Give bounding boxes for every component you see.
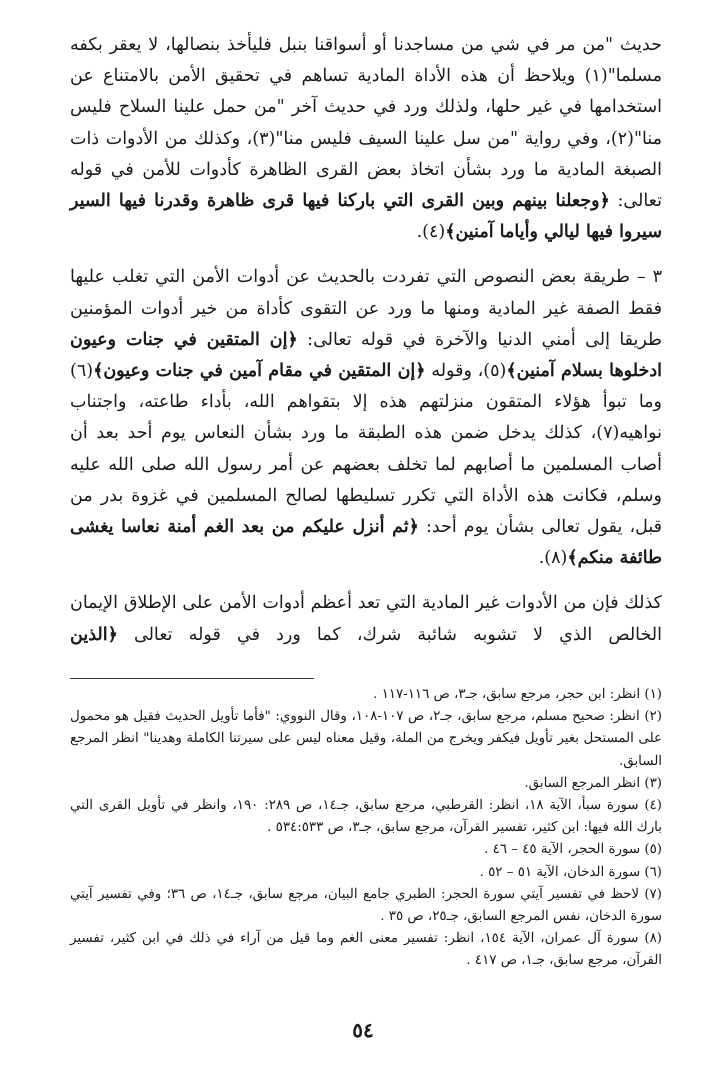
page-number: ٥٤ xyxy=(352,1018,374,1042)
footnote-divider xyxy=(70,678,314,679)
main-text xyxy=(70,30,662,651)
quran-verse: ﴿إن المتقين في جنات وعيون ادخلوها بسلام آمنين﴾ xyxy=(70,329,662,382)
footnote: (٧) لاحظ في تفسير آيتي سورة الحجر: الطبري جامع البيان، مرجع سابق، جـ١٤، ص ٣٦؛ وفي تفسير آيتي سورة الدخان، نفس المرجع السابق، جـ٢٥، ص ٣٥ . xyxy=(70,886,662,925)
paragraph-2: ٣ – طريقة بعض النصوص التي تفردت بالحديث عن أدوات الأمن التي تغلب عليها فقط الصفة غير المادية ومنها ما ورد عن التقوى كأداة من خير أدوات المؤمنين طريقا إلى أمني الدنيا والآخرة في قوله تعالى: ﴿إن المتقين في جنات وعيون ادخلوها بسلام آمنين﴾(٥)، وقوله ﴿إن المتقين في مقام آمين في جنات وعيون﴾(٦) وما تبوأ هؤلاء المتقون منزلتهم هذه إلا بتقواهم الله، بأداء طاعته، واجتناب نواهيه(٧)، كذلك يدخل ضمن هذه الطبقة ما ورد بشأن النعاس يوم أحد بعد أن أصاب المسلمين ما أصابهم لما تخلف بعضهم عن أمر رسول الله صلى الله عليه وسلم، فكانت هذه الأداة التي تكرر تسليطها لصالح المسلمين في غزوة بدر من قبل، يقول تعالى بشأن يوم أحد: ﴿ثم أنزل عليكم من بعد الغم أمنة نعاسا يغشى طائفة منكم﴾(٨). xyxy=(70,267,662,569)
quran-verse: ﴿الذين xyxy=(70,624,118,645)
quran-verse: ﴿وجعلنا بينهم وبين القرى التي باركنا فيها قرى ظاهرة وقدرنا فيها السير سيروا فيها ليالي وأياما آمنين﴾ xyxy=(70,191,662,243)
paragraph-1: حديث "من مر في شي من مساجدنا أو أسواقنا بنبل فليأخذ بنصالها، لا يعقر بكفه مسلما"(١) ويلاحظ أن هذه الأداة المادية تساهم في تحقيق الأمن بالامتناع عن استخدامها في غير حلها، ولذلك ورد في حديث آخر "من حمل علينا السلاح فليس منا"(٢)، وفي رواية "من سل علينا السيف فليس منا"(٣)، وكذلك من الأدوات ذات الصبغة المادية ما ورد بشأن اتخاذ بعض القرى الظاهرة كأدوات للأمن في قوله تعالى: ﴿وجعلنا بينهم وبين القرى التي باركنا فيها قرى ظاهرة وقدرنا فيها السير سيروا فيها ليالي وأياما آمنين﴾(٤). xyxy=(70,35,662,243)
footnote: (٨) سورة آل عمران، الآية ١٥٤، انظر: تفسير معنى الغم وما قيل من آراء في ذلك في ابن كثير، تفسير القرآن، مرجع سابق، جـ١، ص ٤١٧ . xyxy=(70,931,662,969)
paragraph-3: كذلك فإن من الأدوات غير المادية التي تعد أعظم أدوات الأمن على الإطلاق الإيمان الخالص الذي لا تشوبه شائبة شرك، كما ورد في قوله تعالى ﴿الذين xyxy=(70,593,662,645)
footnote: (٦) سورة الدخان، الآية ٥١ – ٥٢ . xyxy=(479,864,662,880)
footnote: (٣) انظر المرجع السابق. xyxy=(524,775,662,791)
quran-verse: ﴿ثم أنزل عليكم من بعد الغم أمنة نعاسا يغشى طائفة منكم﴾ xyxy=(70,517,662,569)
footnote: (١) انظر: ابن حجر، مرجع سابق، جـ٣، ص ١١٦-١١٧ . xyxy=(373,687,662,702)
quran-verse: ﴿إن المتقين في مقام آمين في جنات وعيون﴾ xyxy=(93,361,426,382)
footnote: (٢) انظر: صحيح مسلم، مرجع سابق، جـ٢، ص ١٠٧-١٠٨، وقال النووي: "فأما تأويل الحديث فقيل هو محمول على المستحل بغير تأويل فيكفر ويخرج من الملة، وقيل معناه ليس على سيرتنا الكاملة وهدينا" انظر المرجع السابق. xyxy=(70,709,662,769)
footnote: (٥) سورة الحجر، الآية ٤٥ – ٤٦ . xyxy=(484,842,662,858)
footnotes xyxy=(70,684,662,973)
footnote: (٤) سورة سبأ، الآية ١٨، انظر: القرطبي، مرجع سابق، جـ١٤، ص ٢٨٩: ١٩٠، وانظر في تأويل القرى التي بارك الله فيها: ابن كثير، تفسير القرآن، مرجع سابق، جـ٣، ص ٥٣٤:٥٣٣ . xyxy=(70,798,662,836)
